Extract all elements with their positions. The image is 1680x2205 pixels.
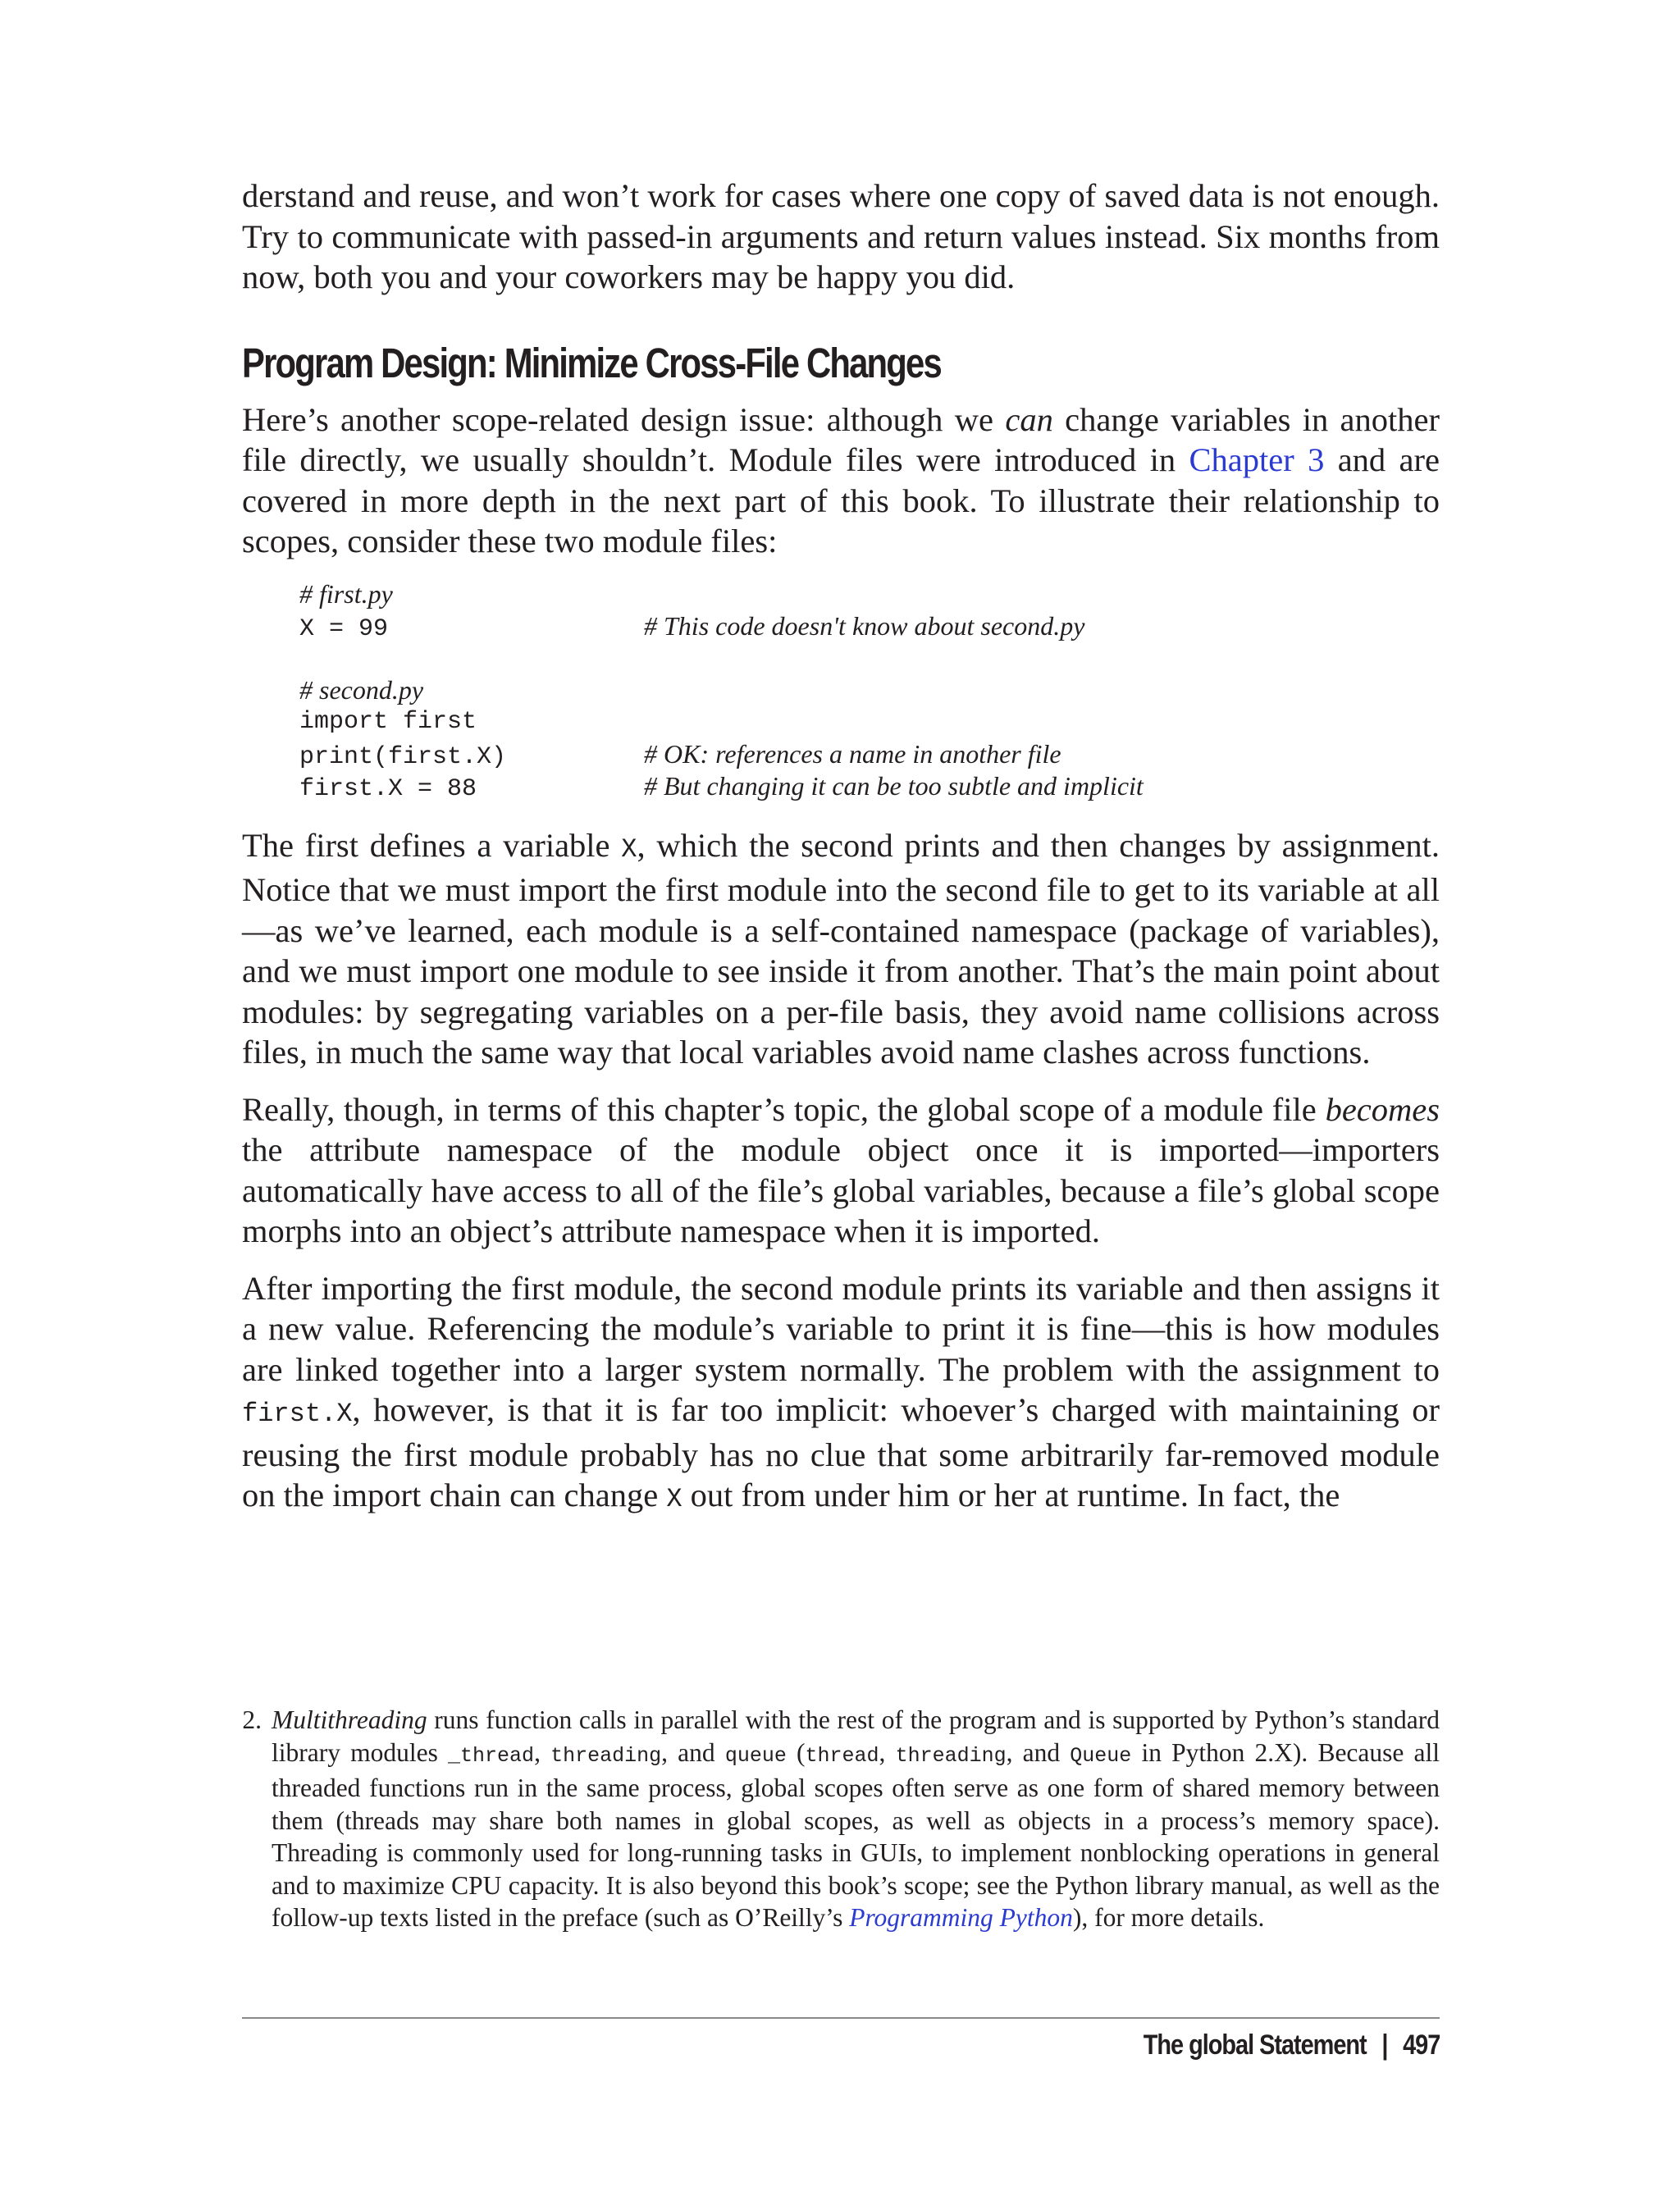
code-line: print(first.X) # OK: references a name in another file <box>299 738 1061 771</box>
emphasis-can: can <box>1005 400 1053 438</box>
paragraph-assignment-problem: After importing the first module, the second module prints its variable and then assigns it a new value. Referencing the module’s variable to print it is fine—this is how modules are linked together into a larger system normally. The problem with the assignment to first.X, however, is that it is far too implicit: whoever’s charged with maintaining or reusing the first module probably has no clue that some arbitrarily far-removed module on the import chain can change X out from under him or her at runtime. In fact, the <box>242 1269 1440 1514</box>
page-number: 497 <box>1402 2029 1440 2061</box>
code-line: import first <box>299 707 477 736</box>
inline-code-x: X <box>621 833 637 865</box>
inline-code-first-x: first.X <box>242 1399 353 1429</box>
paragraph-modules: The first defines a variable X, which the second prints and then changes by assignment. Notice that we must import the first module into the second file to get to its variable at all—as we’ve learned, each module is a self-contained namespace (package of variables), and we must import one module to see inside it from another. That’s the main point about modules: by segregating variables on a per-file basis, they avoid name collisions across files, in much the same way that local variables avoid name clashes across functions. <box>242 826 1440 1071</box>
running-title: The global Statement <box>1143 2029 1367 2061</box>
code-line: # second.py <box>299 674 424 705</box>
section-heading: Program Design: Minimize Cross-File Changes <box>242 339 941 386</box>
code-line: # first.py <box>299 578 393 609</box>
page-body <box>242 176 1440 1536</box>
footnote-number: 2. <box>242 1705 262 1734</box>
paragraph-global-scope: Really, though, in terms of this chapter’s topic, the global scope of a module file becomes the attribute namespace of the module object once it is imported—importers automatically have access to all of the file’s global variables, because a file’s global scope morphs into an object’s attribute namespace when it is imported. <box>242 1090 1440 1249</box>
intro-paragraph: derstand and reuse, and won’t work for cases where one copy of saved data is not enough. Try to communicate with passed-in arguments and return values instead. Six months from now, both you and your coworkers may be happy you did. <box>242 177 1440 295</box>
code-blank-line <box>299 642 1440 674</box>
page-footer <box>1143 2029 1440 2061</box>
footnote-text: Multithreading runs function calls in parallel with the rest of the program and is supported by Python’s standard library modules _thread, threading, and queue (thread, threading, and Queue in Python 2.X). Because all threaded functions run in the same process, global scopes often serve as one form of shared memory between them (threads may share both names in global scopes, as well as objects in a process’s memory space). Threading is commonly used for long-running tasks in GUIs, to implement nonblocking operations in general and to maximize CPU capacity. It is also beyond this book’s scope; see the Python library manual, as well as the follow-up texts listed in the preface (such as O’Reilly’s Programming Python), for more details. <box>272 1705 1440 1932</box>
programming-python-link[interactable]: Programming Python <box>849 1903 1073 1932</box>
chapter-3-link[interactable]: Chapter 3 <box>1189 441 1325 478</box>
code-line: X = 99 # This code doesn't know about second.py <box>299 610 1085 643</box>
footer-divider <box>242 2017 1440 2019</box>
code-example <box>299 578 1440 802</box>
footnote <box>242 1704 1440 1934</box>
inline-code-x: X <box>666 1484 682 1514</box>
footer-separator: | <box>1381 2029 1388 2061</box>
paragraph-scope-design: Here’s another scope-related design issue: although we can change variables in another file directly, we usually shouldn’t. Module files were introduced in Chapter 3 and are covered in more depth in the next part of this book. To illustrate their relationship to scopes, consider these two module files: <box>242 400 1440 559</box>
emphasis-becomes: becomes <box>1325 1090 1440 1128</box>
code-line: first.X = 88 # But changing it can be too subtle and implicit <box>299 770 1144 803</box>
